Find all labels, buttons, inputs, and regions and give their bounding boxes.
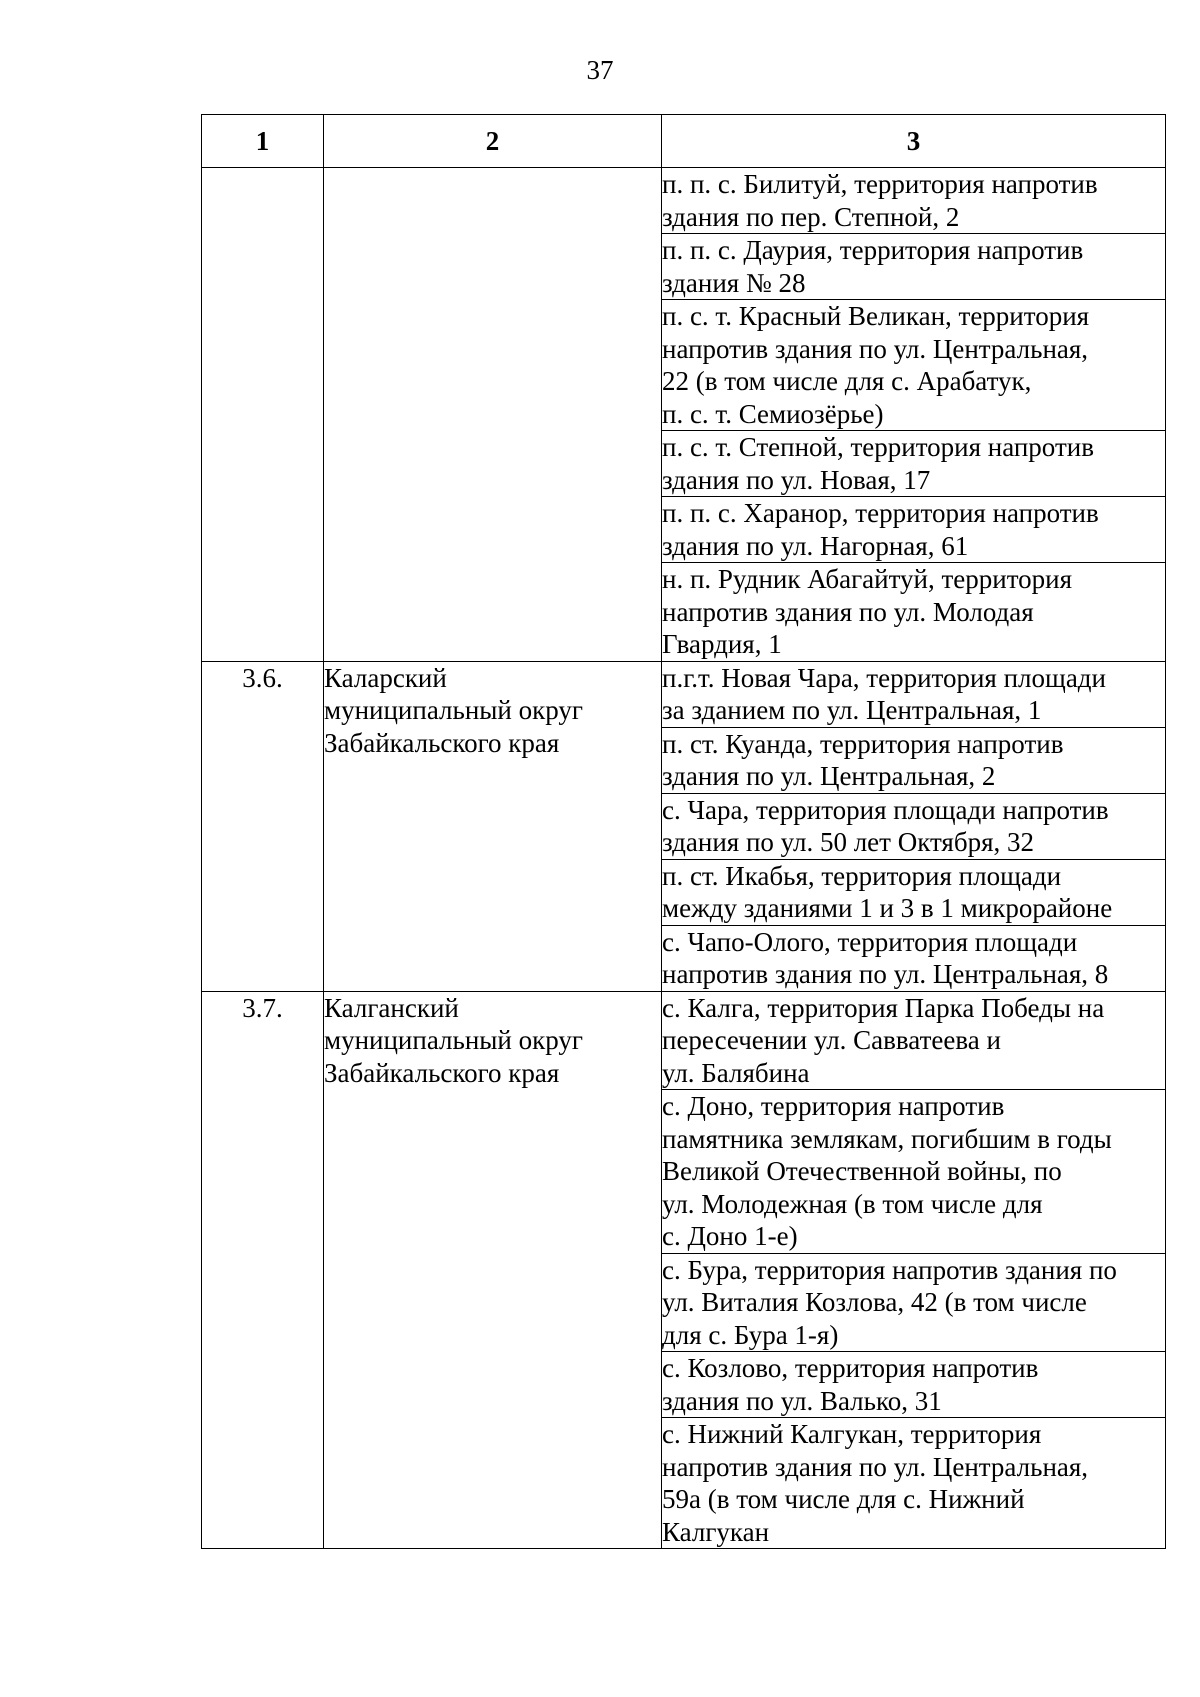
table-row xyxy=(202,661,1166,727)
district-cell xyxy=(324,168,662,662)
number-cell xyxy=(202,168,324,662)
cell-text-line: с. Чапо-Олого, территория площади xyxy=(662,926,1078,957)
location-cell xyxy=(662,727,1166,793)
cell-text-line: п.г.т. Новая Чара, территория площади xyxy=(662,662,1106,693)
column-header-3: 3 xyxy=(662,115,1166,168)
cell-text-line: 22 (в том числе для с. Арабатук, xyxy=(662,366,1032,396)
cell-text-line: напротив здания по ул. Центральная, xyxy=(662,333,1089,364)
cell-text-line: 59а (в том числе для с. Нижний xyxy=(662,1484,1025,1514)
location-cell xyxy=(662,1418,1166,1549)
cell-text-line: здания по пер. Степной, 2 xyxy=(662,201,960,232)
cell-text-line: с. Козлово, территория напротив xyxy=(662,1353,1039,1383)
cell-text-line: Калганский xyxy=(324,992,459,1023)
cell-text-line: памятника землякам, погибшим в годы xyxy=(662,1123,1112,1154)
cell-text-line: здания № 28 xyxy=(662,267,806,298)
cell-text-line: п. с. т. Семиозёрье) xyxy=(662,398,884,429)
location-cell xyxy=(662,1090,1166,1254)
location-cell xyxy=(662,1253,1166,1352)
cell-text-line: с. Калга, территория Парка Победы на xyxy=(662,992,1105,1023)
cell-text-line: муниципальный округ xyxy=(324,695,583,725)
cell-text-line: Каларский xyxy=(324,662,447,693)
cell-text-line: п. ст. Икабья, территория площади xyxy=(662,860,1062,891)
district-cell xyxy=(324,991,662,1549)
page-number: 37 xyxy=(586,55,614,85)
cell-text-line: с. Нижний Калгукан, территория xyxy=(662,1419,1042,1449)
cell-text-line: пересечении ул. Савватеева и xyxy=(662,1025,1001,1055)
cell-text-line: напротив здания по ул. Центральная, 8 xyxy=(662,959,1109,989)
number-cell: 3.6. xyxy=(202,661,324,991)
cell-text-line: с. Доно, территория напротив xyxy=(662,1091,1005,1121)
location-cell xyxy=(662,859,1166,925)
table-row xyxy=(202,168,1166,234)
location-cell xyxy=(662,661,1166,727)
cell-text-line: ул. Молодежная (в том числе для xyxy=(662,1188,1043,1219)
cell-text-line: н. п. Рудник Абагайтуй, территория xyxy=(662,564,1073,594)
cell-text-line: Забайкальского края xyxy=(324,727,560,758)
cell-text-line: п. с. т. Степной, территория напротив xyxy=(662,432,1094,462)
number-cell: 3.7. xyxy=(202,991,324,1549)
cell-text-line: Гвардия, 1 xyxy=(662,629,782,659)
cell-text-line: за зданием по ул. Центральная, 1 xyxy=(662,695,1042,725)
location-cell xyxy=(662,925,1166,991)
cell-text-line: с. Чара, территория площади напротив xyxy=(662,794,1109,825)
location-cell xyxy=(662,234,1166,300)
cell-text-line: напротив здания по ул. Центральная, xyxy=(662,1451,1089,1482)
location-cell xyxy=(662,431,1166,497)
location-cell xyxy=(662,991,1166,1090)
header-row xyxy=(202,115,1166,168)
cell-text-line: здания по ул. Валько, 31 xyxy=(662,1385,942,1416)
cell-text-line: Великой Отечественной войны, по xyxy=(662,1156,1062,1186)
column-header-2: 2 xyxy=(324,115,662,168)
cell-text-line: п. ст. Куанда, территория напротив xyxy=(662,728,1064,759)
cell-text-line: здания по ул. Нагорная, 61 xyxy=(662,530,969,561)
cell-text-line: муниципальный округ xyxy=(324,1025,583,1055)
location-cell xyxy=(662,793,1166,859)
locations-table xyxy=(201,114,1166,1549)
cell-text-line: с. Доно 1-е) xyxy=(662,1221,798,1251)
cell-text-line: между зданиями 1 и 3 в 1 микрорайоне xyxy=(662,893,1113,923)
cell-text-line: ул. Виталия Козлова, 42 (в том числе xyxy=(662,1287,1087,1317)
cell-text-line: напротив здания по ул. Молодая xyxy=(662,596,1034,627)
cell-text-line: с. Бура, территория напротив здания по xyxy=(662,1254,1117,1285)
cell-text-line: ул. Балябина xyxy=(662,1057,810,1088)
cell-text-line: здания по ул. 50 лет Октября, 32 xyxy=(662,827,1034,857)
location-cell xyxy=(662,168,1166,234)
cell-text-line: п. с. т. Красный Великан, территория xyxy=(662,301,1090,331)
cell-text-line: п. п. с. Билитуй, территория напротив xyxy=(662,169,1098,199)
location-cell xyxy=(662,300,1166,431)
table-body xyxy=(202,168,1166,1549)
location-cell xyxy=(662,497,1166,563)
cell-text-line: здания по ул. Центральная, 2 xyxy=(662,761,996,791)
district-cell xyxy=(324,661,662,991)
cell-text-line: п. п. с. Даурия, территория напротив xyxy=(662,235,1084,265)
table-row xyxy=(202,991,1166,1090)
cell-text-line: Калгукан xyxy=(662,1516,770,1547)
cell-text-line: для с. Бура 1-я) xyxy=(662,1319,839,1350)
column-header-1: 1 xyxy=(202,115,324,168)
cell-text-line: п. п. с. Харанор, территория напротив xyxy=(662,498,1099,528)
cell-text-line: Забайкальского края xyxy=(324,1057,560,1088)
location-cell xyxy=(662,1352,1166,1418)
cell-text-line: здания по ул. Новая, 17 xyxy=(662,464,931,495)
location-cell xyxy=(662,563,1166,662)
